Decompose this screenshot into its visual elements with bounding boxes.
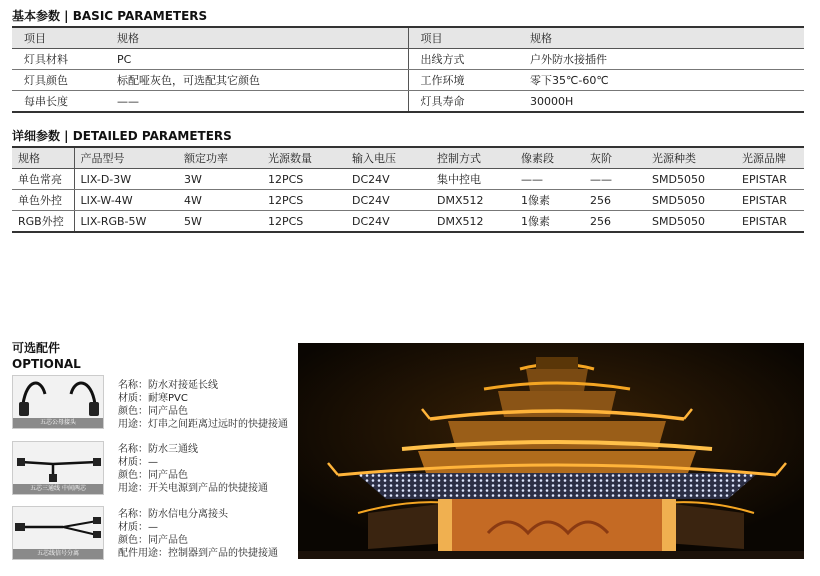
- header-cell: 产品型号: [74, 147, 178, 169]
- accessory-color: 颜色：同产品色: [118, 406, 188, 417]
- cell: 1像素: [515, 211, 584, 233]
- header-item: 项目: [408, 27, 518, 49]
- cell: LIX-RGB-5W: [74, 211, 178, 233]
- pagoda-illustration: [298, 343, 804, 559]
- accessory-material: 材质：—: [118, 522, 158, 533]
- optional-title-cn: 可选配件: [12, 341, 61, 355]
- header-spec: 规格: [518, 27, 804, 49]
- night-pagoda-photo: [298, 343, 804, 559]
- header-cell: 规格: [12, 147, 74, 169]
- detailed-parameters-table: [12, 146, 804, 233]
- header-cell: 光源数量: [262, 147, 346, 169]
- cell: DC24V: [346, 169, 431, 190]
- table-row: [12, 169, 804, 190]
- cell: SMD5050: [646, 169, 736, 190]
- cell: SMD5050: [646, 190, 736, 211]
- cell: 4W: [178, 190, 262, 211]
- cell: 12PCS: [262, 190, 346, 211]
- cell: 单色常亮: [12, 169, 74, 190]
- header-cell: 灰阶: [584, 147, 646, 169]
- cell: EPISTAR: [736, 211, 804, 233]
- cell: 灯具寿命: [408, 91, 518, 113]
- accessory-name: 名称：防水对接延长线: [118, 380, 218, 391]
- header-item: 项目: [12, 27, 105, 49]
- cell: ——: [584, 169, 646, 190]
- cell: 3W: [178, 169, 262, 190]
- header-cell: 光源品牌: [736, 147, 804, 169]
- table-row: [12, 190, 804, 211]
- accessory-caption: 五芯公母接头: [13, 418, 103, 428]
- header-cell: 额定功率: [178, 147, 262, 169]
- cell: DMX512: [431, 190, 515, 211]
- cell: EPISTAR: [736, 169, 804, 190]
- cell: 5W: [178, 211, 262, 233]
- cell: ——: [515, 169, 584, 190]
- accessory-usage: 用途：灯串之间距离过远时的快捷接通: [118, 419, 288, 430]
- accessory-image-splitter: [12, 506, 104, 560]
- table-row: [12, 49, 804, 70]
- cell: LIX-W-4W: [74, 190, 178, 211]
- accessory-name: 名称：防水信电分离接头: [118, 509, 228, 520]
- accessory-description: [118, 379, 288, 431]
- accessory-color: 颜色：同产品色: [118, 470, 188, 481]
- cell: 出线方式: [408, 49, 518, 70]
- cell: 12PCS: [262, 169, 346, 190]
- table-row: [12, 70, 804, 91]
- table-header-row: [12, 27, 804, 49]
- cell: 集中控电: [431, 169, 515, 190]
- basic-parameters-table: [12, 26, 804, 113]
- table-row: [12, 91, 804, 113]
- accessory-image-tee-cable: [12, 441, 104, 495]
- cell: RGB外控: [12, 211, 74, 233]
- detailed-parameters-title: 详细参数 | DETAILED PARAMETERS: [12, 129, 232, 143]
- header-spec: 规格: [105, 27, 408, 49]
- accessory-color: 颜色：同产品色: [118, 535, 188, 546]
- accessory-image-extension-cable: [12, 375, 104, 429]
- accessory-usage: 配件用途：控制器到产品的快捷接通: [118, 548, 278, 559]
- cell: DC24V: [346, 190, 431, 211]
- cell: DMX512: [431, 211, 515, 233]
- header-cell: 光源种类: [646, 147, 736, 169]
- accessory-description: [118, 508, 278, 560]
- cell: 1像素: [515, 190, 584, 211]
- accessory-caption: 五芯线信号分离: [13, 549, 103, 559]
- cell: 256: [584, 190, 646, 211]
- header-cell: 控制方式: [431, 147, 515, 169]
- basic-parameters-title: 基本参数 | BASIC PARAMETERS: [12, 9, 208, 23]
- accessory-material: 材质：耐寒PVC: [118, 393, 188, 404]
- cell: 12PCS: [262, 211, 346, 233]
- accessory-material: 材质：—: [118, 457, 158, 468]
- cell: 灯具材料: [12, 49, 105, 70]
- cell: 标配哑灰色，可选配其它颜色: [105, 70, 408, 91]
- cell: LIX-D-3W: [74, 169, 178, 190]
- cell: PC: [105, 49, 408, 70]
- accessory-name: 名称：防水三通线: [118, 444, 198, 455]
- cell: 工作环境: [408, 70, 518, 91]
- cell: ——: [105, 91, 408, 113]
- accessory-usage: 用途：开关电源到产品的快捷接通: [118, 483, 268, 494]
- cell: 灯具颜色: [12, 70, 105, 91]
- table-row: [12, 211, 804, 233]
- header-cell: 像素段: [515, 147, 584, 169]
- header-cell: 输入电压: [346, 147, 431, 169]
- cell: SMD5050: [646, 211, 736, 233]
- cell: 30000H: [518, 91, 804, 113]
- cell: 每串长度: [12, 91, 105, 113]
- accessory-description: [118, 443, 268, 495]
- optional-title-en: OPTIONAL: [12, 357, 81, 371]
- cell: EPISTAR: [736, 190, 804, 211]
- cell: 256: [584, 211, 646, 233]
- cell: 单色外控: [12, 190, 74, 211]
- cell: 零下35℃-60℃: [518, 70, 804, 91]
- table-header-row: [12, 147, 804, 169]
- accessory-caption: 五芯三通线 中间两芯: [13, 484, 103, 494]
- cell: 户外防水接插件: [518, 49, 804, 70]
- cell: DC24V: [346, 211, 431, 233]
